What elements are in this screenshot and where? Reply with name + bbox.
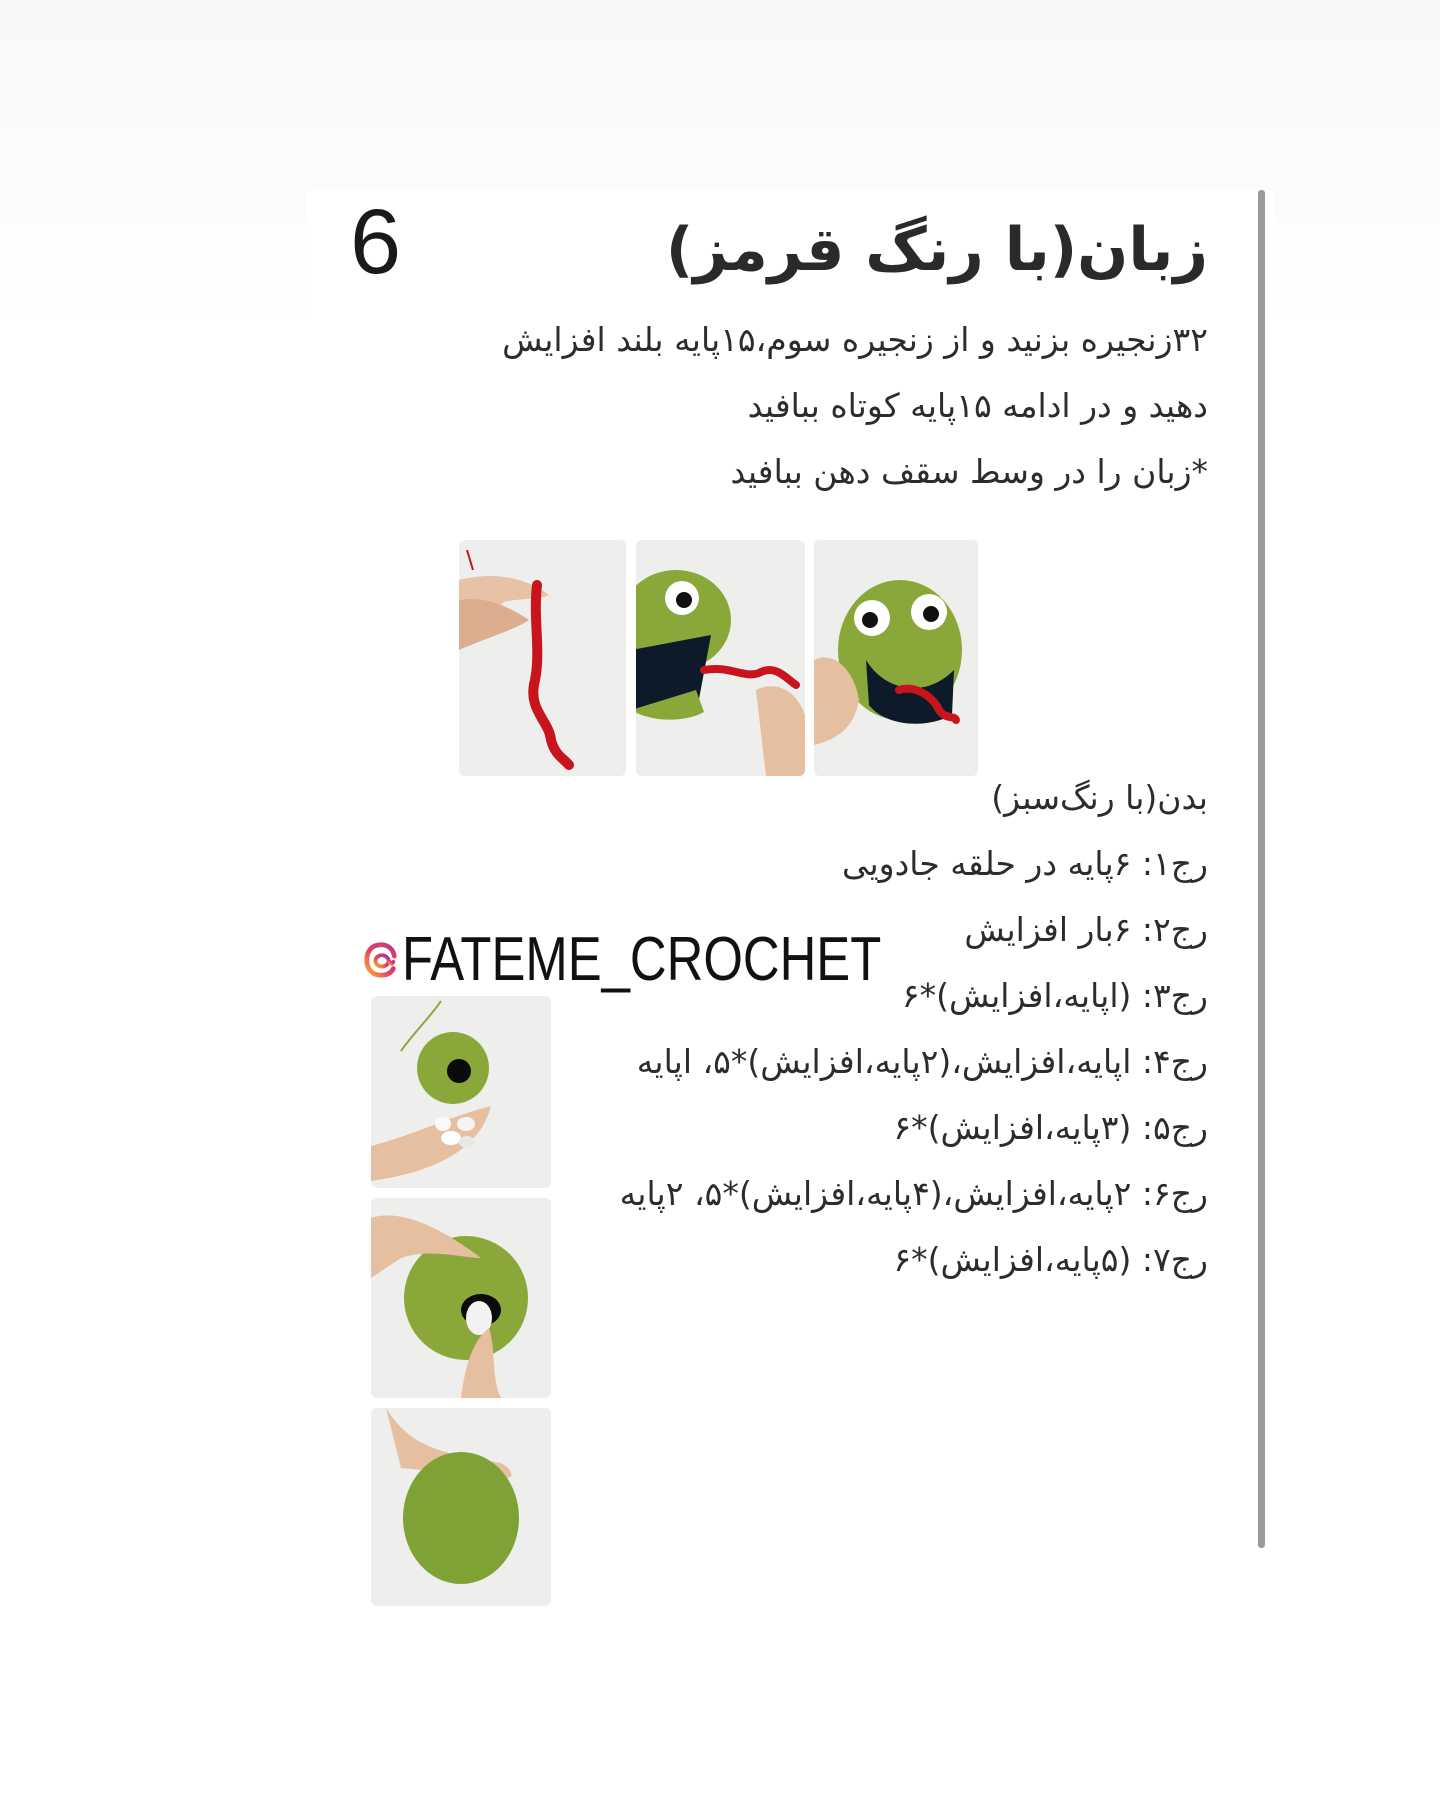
photo-body-and-stones [371, 996, 551, 1188]
threads-icon [362, 941, 400, 979]
body-round-line: رج۷: (۵پایه،افزایش)*۶ [893, 1240, 1208, 1279]
body-round-line: رج۴: اپایه،افزایش،(۲پایه،افزایش)*۵، اپایه [636, 1042, 1208, 1081]
section-title: زبان(با رنگ قرمز) [665, 215, 1208, 285]
tongue-instruction-line: ۳۲زنجیره بزنید و از زنجیره سوم،۱۵پایه بلند افزایش [502, 320, 1208, 359]
photo-stuffing-body [371, 1198, 551, 1398]
photo-tongue-held [459, 540, 626, 776]
photo-frog-tongue-side [636, 540, 805, 776]
photo-finished-body [371, 1408, 551, 1606]
body-round-line: رج۳: (اپایه،افزایش)*۶ [901, 976, 1208, 1015]
step-number: 6 [350, 191, 402, 293]
body-round-line: رج۲: ۶بار افزایش [964, 910, 1208, 949]
body-round-line: رج۶: ۲پایه،افزایش،(۴پایه،افزایش)*۵، ۲پایه [619, 1174, 1208, 1213]
body-round-line: رج۵: (۳پایه،افزایش)*۶ [893, 1108, 1208, 1147]
vertical-divider [1258, 190, 1265, 1548]
social-handle [362, 924, 986, 995]
body-round-line: رج۱: ۶پایه در حلقه جادویی [841, 844, 1208, 883]
tongue-instruction-line: *زبان را در وسط سقف دهن ببافید [730, 452, 1208, 491]
body-section-heading: بدن(با رنگ‌سبز) [991, 778, 1208, 817]
photo-frog-tongue-front [814, 540, 978, 776]
social-handle-text: FATEME_CROCHET [402, 925, 882, 994]
tongue-instruction-line: دهید و در ادامه ۱۵پایه کوتاه ببافید [747, 386, 1208, 425]
